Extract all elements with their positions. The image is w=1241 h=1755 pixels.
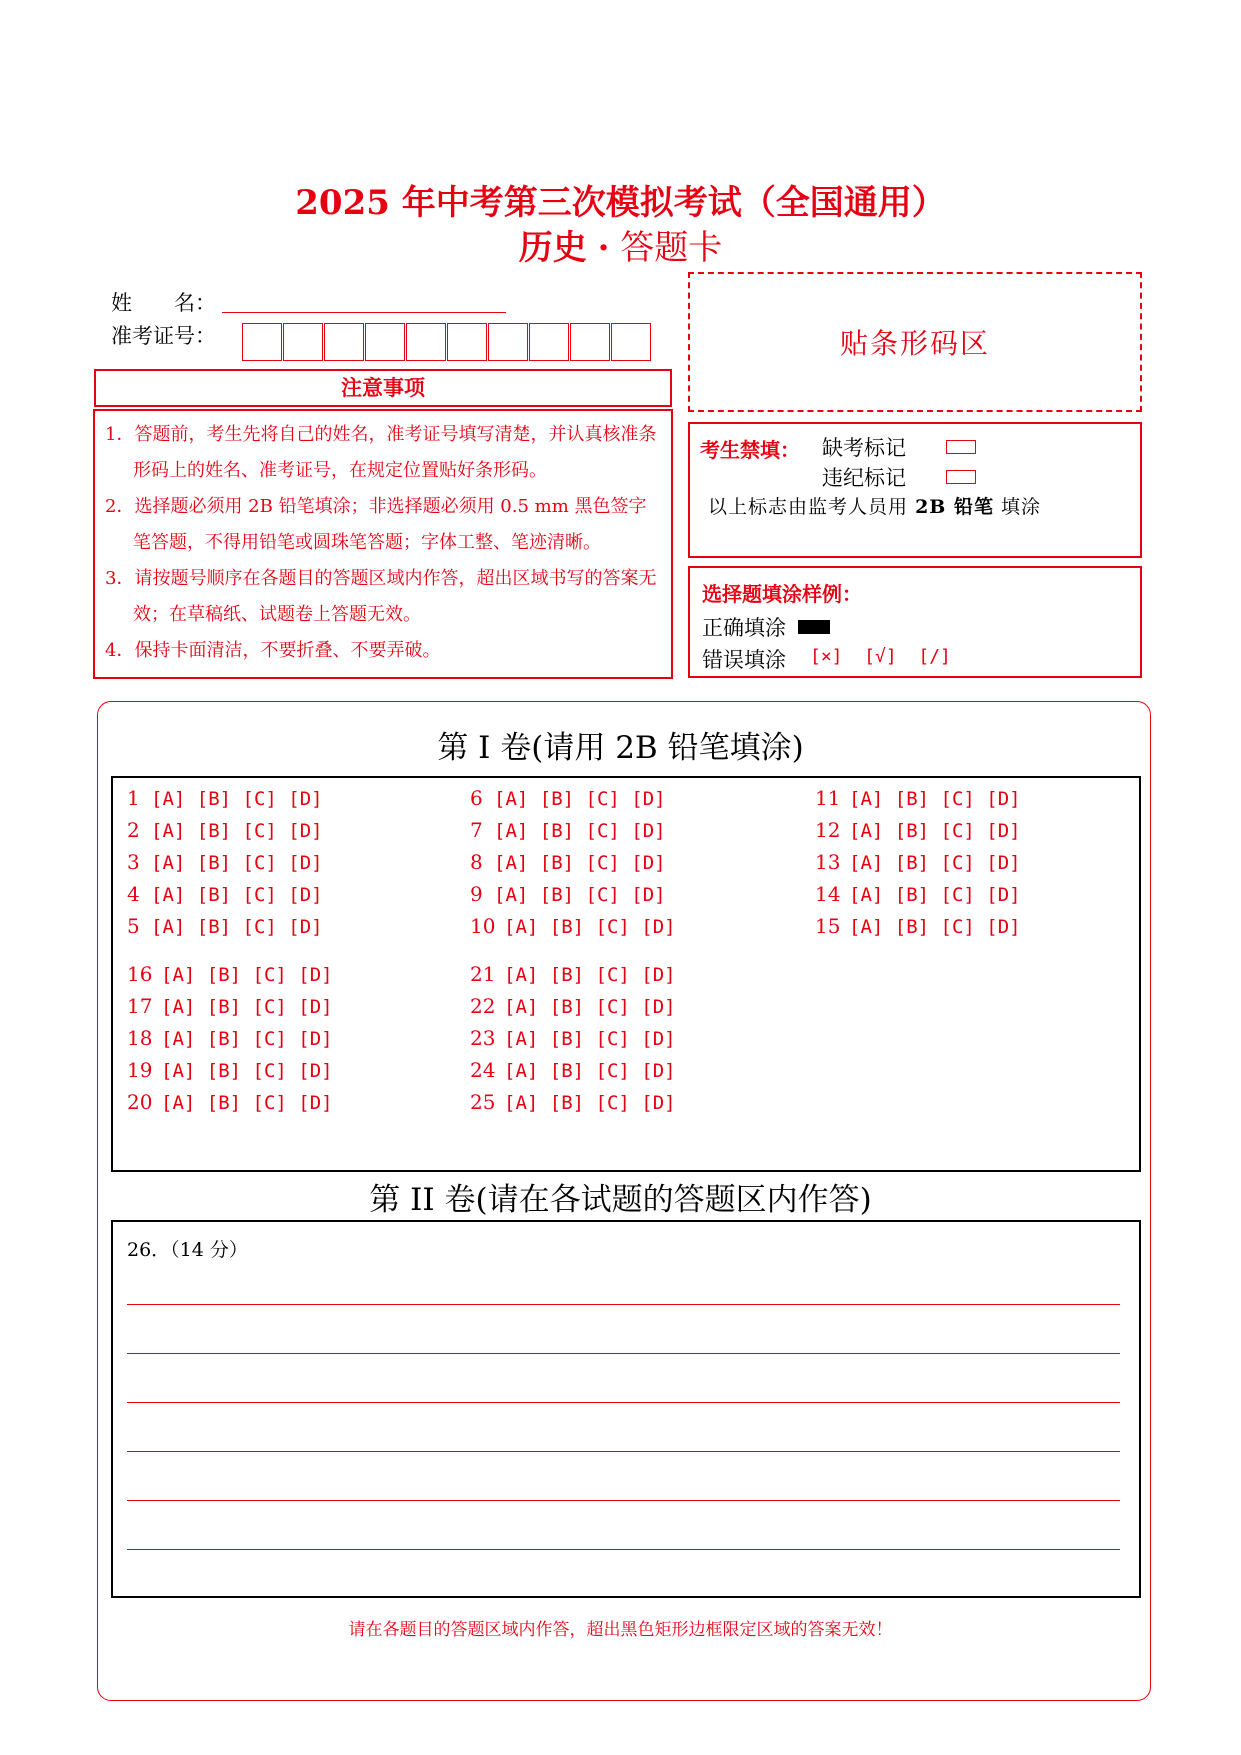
choice-question xyxy=(127,962,333,986)
question-number: 10 xyxy=(470,914,496,938)
wrong-label: 错误填涂 xyxy=(702,648,786,672)
question-number: 8 xyxy=(470,850,483,874)
wrong-marks-sample: [×] [√] [/] xyxy=(810,646,951,667)
section2-title: 第 II 卷(请在各试题的答题区内作答) xyxy=(369,1182,872,1218)
answer-options[interactable]: [A] [B] [C] [D] xyxy=(849,820,1021,842)
answer-options[interactable]: [A] [B] [C] [D] xyxy=(504,1060,676,1082)
footer-warning: 请在各题目的答题区域内作答，超出黑色矩形边框限定区域的答案无效！ xyxy=(348,1620,893,1640)
answer-options[interactable]: [A] [B] [C] [D] xyxy=(504,916,676,938)
answer-options[interactable]: [A] [B] [C] [D] xyxy=(849,852,1021,874)
choice-question xyxy=(127,1058,333,1082)
choice-question xyxy=(815,882,1021,906)
answer-options[interactable]: [A] [B] [C] [D] xyxy=(849,916,1021,938)
choice-question xyxy=(470,1026,676,1050)
notice-item: 3．请按题号顺序在各题目的答题区域内作答，超出区域书写的答案无效；在草稿纸、试题卷上答题无效。 xyxy=(105,568,657,625)
notice-item: 1．答题前，考生先将自己的姓名，准考证号填写清楚，并认真核准条形码上的姓名、准考证号，在规定位置贴好条形码。 xyxy=(105,424,657,481)
question-number: 23 xyxy=(470,1026,496,1050)
choice-question xyxy=(470,994,676,1018)
barcode-area xyxy=(688,272,1142,412)
forbid-note xyxy=(708,492,1041,519)
id-digit-box[interactable] xyxy=(406,323,446,361)
card-label: 答题卡 xyxy=(620,228,723,268)
question-number: 14 xyxy=(815,882,841,906)
answer-options[interactable]: [A] [B] [C] [D] xyxy=(161,1092,333,1114)
question-number: 24 xyxy=(470,1058,496,1082)
answer-options[interactable]: [A] [B] [C] [D] xyxy=(504,996,676,1018)
question-number: 18 xyxy=(127,1026,153,1050)
id-label: 准考证号： xyxy=(111,324,216,348)
answer-options[interactable]: [A] [B] [C] [D] xyxy=(849,884,1021,906)
id-number-boxes[interactable] xyxy=(242,323,652,361)
answer-options[interactable]: [A] [B] [C] [D] xyxy=(161,1060,333,1082)
answer-options[interactable]: [A] [B] [C] [D] xyxy=(494,788,666,810)
notice-list xyxy=(93,409,673,679)
id-digit-box[interactable] xyxy=(365,323,405,361)
choice-question xyxy=(470,914,676,938)
question-number: 25 xyxy=(470,1090,496,1114)
examinee-forbidden-box xyxy=(688,422,1142,558)
question-number: 11 xyxy=(815,786,841,810)
id-digit-box[interactable] xyxy=(488,323,528,361)
answer-options[interactable]: [A] [B] [C] [D] xyxy=(849,788,1021,810)
answer-line[interactable] xyxy=(127,1549,1120,1550)
choice-question xyxy=(127,994,333,1018)
choice-question xyxy=(470,818,666,842)
question-number: 1 xyxy=(127,786,140,810)
question-number: 15 xyxy=(815,914,841,938)
notice-item: 2．选择题必须用 2B 铅笔填涂；非选择题必须用 0.5 mm 黑色签字笔答题，不得用铅笔或圆珠笔答题；字体工整、笔迹清晰。 xyxy=(105,496,647,553)
answer-options[interactable]: [A] [B] [C] [D] xyxy=(161,1028,333,1050)
forbid-note-bold: 2B 铅笔 xyxy=(915,496,994,518)
question-number: 3 xyxy=(127,850,140,874)
subtitle-dot: · xyxy=(597,228,610,268)
barcode-label: 贴条形码区 xyxy=(839,327,990,360)
question-number: 17 xyxy=(127,994,153,1018)
question-number: 7 xyxy=(470,818,483,842)
answer-options[interactable]: [A] [B] [C] [D] xyxy=(161,964,333,986)
question-number: 6 xyxy=(470,786,483,810)
answer-options[interactable]: [A] [B] [C] [D] xyxy=(494,820,666,842)
choice-question xyxy=(470,850,666,874)
answer-options[interactable]: [A] [B] [C] [D] xyxy=(151,820,323,842)
choice-question xyxy=(127,818,323,842)
answer-options[interactable]: [A] [B] [C] [D] xyxy=(151,852,323,874)
question-number: 13 xyxy=(815,850,841,874)
answer-options[interactable]: [A] [B] [C] [D] xyxy=(504,964,676,986)
section2-box xyxy=(111,1220,1141,1598)
forbid-note-suffix: 填涂 xyxy=(1001,496,1042,518)
choice-question xyxy=(127,882,323,906)
notice-heading: 注意事项 xyxy=(94,369,672,407)
question-number: 22 xyxy=(470,994,496,1018)
answer-line[interactable] xyxy=(127,1353,1120,1354)
exam-title: 2025 年中考第三次模拟考试（全国通用） xyxy=(295,183,946,223)
question-number: 16 xyxy=(127,962,153,986)
sample-heading: 选择题填涂样例： xyxy=(702,582,862,606)
answer-options[interactable]: [A] [B] [C] [D] xyxy=(494,884,666,906)
answer-options[interactable]: [A] [B] [C] [D] xyxy=(151,788,323,810)
absent-label: 缺考标记 xyxy=(822,436,906,460)
id-digit-box[interactable] xyxy=(283,323,323,361)
answer-options[interactable]: [A] [B] [C] [D] xyxy=(161,996,333,1018)
choice-question xyxy=(470,786,666,810)
choice-question xyxy=(470,882,666,906)
notice-item: 4．保持卡面清洁，不要折叠、不要弄破。 xyxy=(105,640,441,661)
choice-question xyxy=(127,1026,333,1050)
violation-mark-box[interactable] xyxy=(946,470,976,484)
id-digit-box[interactable] xyxy=(570,323,610,361)
question-number: 4 xyxy=(127,882,140,906)
filled-mark-sample xyxy=(798,620,830,634)
id-digit-box[interactable] xyxy=(529,323,569,361)
choice-question xyxy=(470,1058,676,1082)
answer-options[interactable]: [A] [B] [C] [D] xyxy=(504,1028,676,1050)
violation-label: 违纪标记 xyxy=(822,466,906,490)
name-label: 姓 名： xyxy=(111,291,216,315)
answer-options[interactable]: [A] [B] [C] [D] xyxy=(151,916,323,938)
subject-label: 历史 xyxy=(518,228,587,268)
answer-options[interactable]: [A] [B] [C] [D] xyxy=(151,884,323,906)
question-number: 12 xyxy=(815,818,841,842)
answer-options[interactable]: [A] [B] [C] [D] xyxy=(494,852,666,874)
choice-question xyxy=(127,850,323,874)
answer-options[interactable]: [A] [B] [C] [D] xyxy=(504,1092,676,1114)
id-digit-box[interactable] xyxy=(242,323,282,361)
question-number: 9 xyxy=(470,882,483,906)
choice-question xyxy=(470,1090,676,1114)
choice-question xyxy=(127,914,323,938)
forbid-note-prefix: 以上标志由监考人员用 xyxy=(708,496,909,518)
id-digit-box[interactable] xyxy=(447,323,487,361)
forbid-label: 考生禁填： xyxy=(700,438,800,462)
section1-title: 第 I 卷(请用 2B 铅笔填涂) xyxy=(437,730,804,766)
question-26-label: 26．（14 分） xyxy=(127,1239,248,1261)
choice-question xyxy=(127,1090,333,1114)
question-number: 2 xyxy=(127,818,140,842)
answer-line[interactable] xyxy=(127,1304,1120,1305)
choice-question xyxy=(470,962,676,986)
question-number: 20 xyxy=(127,1090,153,1114)
answer-line[interactable] xyxy=(127,1500,1120,1501)
id-digit-box[interactable] xyxy=(611,323,651,361)
card-subtitle xyxy=(0,220,1241,269)
choice-question xyxy=(127,786,323,810)
choice-question xyxy=(815,914,1021,938)
question-number: 19 xyxy=(127,1058,153,1082)
name-field[interactable] xyxy=(222,312,506,313)
question-number: 5 xyxy=(127,914,140,938)
id-digit-box[interactable] xyxy=(324,323,364,361)
answer-line[interactable] xyxy=(127,1451,1120,1452)
choice-question xyxy=(815,850,1021,874)
correct-label: 正确填涂 xyxy=(702,616,786,640)
choice-question xyxy=(815,818,1021,842)
choice-question xyxy=(815,786,1021,810)
fill-sample-box xyxy=(688,566,1142,678)
absent-mark-box[interactable] xyxy=(946,440,976,454)
answer-line[interactable] xyxy=(127,1402,1120,1403)
question-number: 21 xyxy=(470,962,496,986)
